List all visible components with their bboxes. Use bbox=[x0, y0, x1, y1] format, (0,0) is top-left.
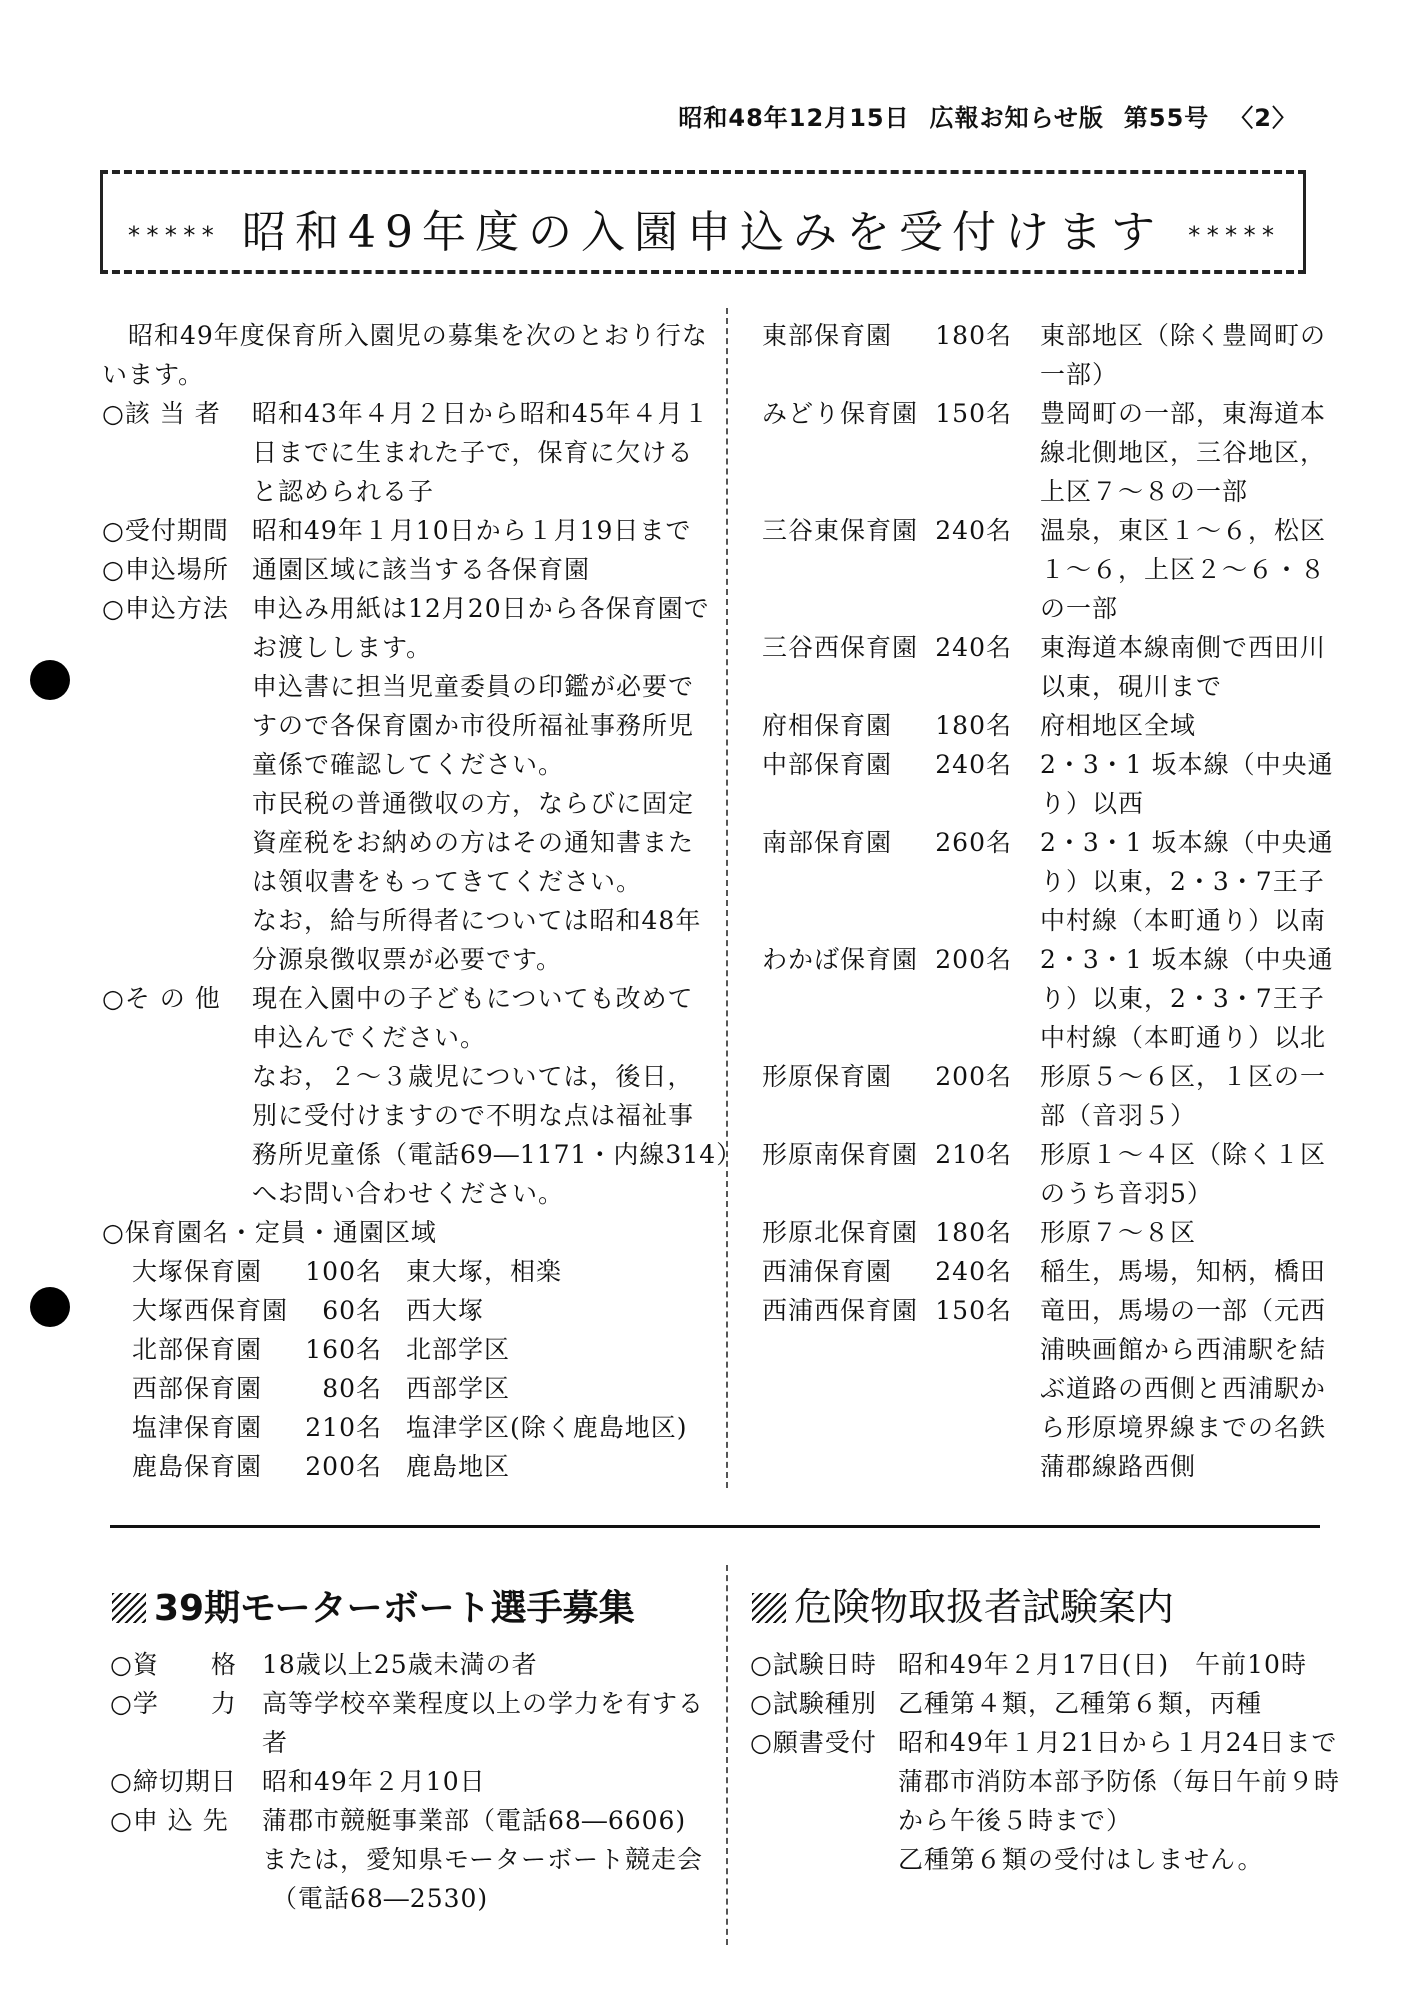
nursery-area: り）以東，2・3・7王子 bbox=[1040, 984, 1325, 1013]
nursery-name: 形原南保育園 bbox=[762, 1140, 919, 1169]
nursery-capacity: 150名 bbox=[935, 1296, 1012, 1325]
nursery-name: 府相保育園 bbox=[762, 711, 893, 740]
nursery-name: わかば保育園 bbox=[762, 945, 919, 974]
boat-title-text: 39期モーターボート選手募集 bbox=[154, 1588, 635, 1629]
nursery-area: 形原１～４区（除く１区 bbox=[1040, 1140, 1327, 1169]
nursery-area: 北部学区 bbox=[406, 1335, 511, 1364]
nursery-area: 豊岡町の一部，東海道本 bbox=[1040, 399, 1327, 428]
method-text: 市民税の普通徴収の方，ならびに固定 bbox=[252, 789, 695, 818]
hazard-row-text: 乙種第４類，乙種第６類，丙種 bbox=[898, 1689, 1263, 1718]
place-label: ○申込場所 bbox=[102, 555, 229, 584]
other-text: 申込んでください。 bbox=[252, 1023, 487, 1052]
eligibility-text: 日までに生まれた子で，保育に欠ける bbox=[252, 438, 694, 467]
method-text: は領収書をもってきてください。 bbox=[252, 867, 643, 896]
boat-row-label: ○学 力 bbox=[110, 1689, 237, 1718]
nursery-capacity: 180名 bbox=[935, 1218, 1012, 1247]
hazard-row-text: 乙種第６類の受付はしません。 bbox=[898, 1845, 1264, 1874]
nursery-capacity: 60名 bbox=[322, 1296, 382, 1325]
nursery-name: 形原北保育園 bbox=[762, 1218, 919, 1247]
header-date: 昭和48年12月15日 bbox=[678, 104, 910, 132]
boat-section-title bbox=[112, 1580, 635, 1631]
nursery-capacity: 180名 bbox=[935, 711, 1012, 740]
nursery-capacity: 210名 bbox=[935, 1140, 1012, 1169]
nursery-area: 2・3・1 坂本線（中央通 bbox=[1040, 750, 1334, 779]
hazard-row-text: 蒲郡市消防本部予防係（毎日午前９時 bbox=[898, 1767, 1341, 1796]
binder-hole bbox=[30, 660, 70, 700]
eligibility-label: ○該 当 者 bbox=[102, 399, 221, 428]
hazard-row-label: ○願書受付 bbox=[750, 1728, 877, 1757]
nursery-area: 中村線（本町通り）以北 bbox=[1040, 1023, 1327, 1052]
eligibility-text: 昭和43年４月２日から昭和45年４月１ bbox=[252, 399, 710, 428]
nursery-capacity: 240名 bbox=[935, 750, 1012, 779]
nursery-name: 三谷西保育園 bbox=[762, 633, 919, 662]
nursery-name: 中部保育園 bbox=[762, 750, 893, 779]
nursery-area: ら形原境界線までの名鉄 bbox=[1040, 1413, 1327, 1442]
boat-row-text: 18歳以上25歳未満の者 bbox=[262, 1650, 538, 1679]
nursery-name: みどり保育園 bbox=[762, 399, 919, 428]
nursery-area: ぶ道路の西側と西浦駅か bbox=[1040, 1374, 1327, 1403]
hatch-mark-icon bbox=[112, 1593, 146, 1623]
nursery-area: の一部 bbox=[1040, 594, 1119, 623]
nursery-name: 南部保育園 bbox=[762, 828, 893, 857]
nursery-name: 形原保育園 bbox=[762, 1062, 893, 1091]
nursery-capacity: 240名 bbox=[935, 633, 1012, 662]
nursery-capacity: 150名 bbox=[935, 399, 1012, 428]
nursery-name: 西浦西保育園 bbox=[762, 1296, 919, 1325]
main-title-text: 昭和49年度の入園申込みを受付けます bbox=[242, 207, 1164, 258]
nursery-area: 線北側地区，三谷地区， bbox=[1040, 438, 1327, 467]
other-text: へお問い合わせください。 bbox=[252, 1179, 565, 1208]
nursery-name: 西部保育園 bbox=[132, 1374, 263, 1403]
nursery-area: 上区７～８の一部 bbox=[1040, 477, 1249, 506]
boat-row-text: （電話68―2530) bbox=[272, 1884, 489, 1913]
nursery-capacity: 200名 bbox=[935, 945, 1012, 974]
nursery-area: 2・3・1 坂本線（中央通 bbox=[1040, 828, 1334, 857]
nursery-area: り）以西 bbox=[1040, 789, 1145, 818]
nursery-name: 塩津保育園 bbox=[132, 1413, 263, 1442]
nursery-capacity: 80名 bbox=[322, 1374, 382, 1403]
nursery-area: 竜田，馬場の一部（元西 bbox=[1040, 1296, 1327, 1325]
nursery-area: 西部学区 bbox=[406, 1374, 511, 1403]
nursery-area: 東大塚，相楽 bbox=[406, 1257, 563, 1286]
nursery-name: 西浦保育園 bbox=[762, 1257, 893, 1286]
nursery-name: 大塚保育園 bbox=[132, 1257, 263, 1286]
nursery-area: 東海道本線南側で西田川 bbox=[1040, 633, 1327, 662]
nursery-name: 北部保育園 bbox=[132, 1335, 263, 1364]
method-text: すので各保育園か市役所福祉事務所児 bbox=[252, 711, 695, 740]
hazard-row-text: 昭和49年２月17日(日) 午前10時 bbox=[898, 1650, 1307, 1679]
nursery-capacity: 210名 bbox=[305, 1413, 382, 1442]
nursery-area: 形原５～６区，１区の一 bbox=[1040, 1062, 1327, 1091]
nursery-area: 塩津学区(除く鹿島地区) bbox=[406, 1413, 688, 1442]
nursery-capacity: 200名 bbox=[935, 1062, 1012, 1091]
intro-line: 昭和49年度保育所入園児の募集を次のとおり行な bbox=[128, 321, 708, 350]
boat-row-text: 高等学校卒業程度以上の学力を有する bbox=[262, 1689, 705, 1718]
column-divider bbox=[726, 308, 728, 1488]
method-text: お渡しします。 bbox=[252, 633, 433, 662]
nursery-area: 西大塚 bbox=[406, 1296, 485, 1325]
nursery-area: 府相地区全域 bbox=[1040, 711, 1197, 740]
other-text: なお，２～３歳児については，後日， bbox=[252, 1062, 694, 1091]
main-title bbox=[103, 196, 1303, 260]
hazard-row-label: ○試験種別 bbox=[750, 1689, 877, 1718]
nursery-name: 三谷東保育園 bbox=[762, 516, 919, 545]
section-divider bbox=[110, 1525, 1320, 1528]
period-text: 昭和49年１月10日から１月19日まで bbox=[252, 516, 692, 545]
header-page: 〈2〉 bbox=[1229, 104, 1297, 132]
place-text: 通園区域に該当する各保育園 bbox=[252, 555, 591, 584]
method-text: 童係で確認してください。 bbox=[252, 750, 565, 779]
intro-line: います。 bbox=[102, 360, 205, 389]
nursery-name: 大塚西保育園 bbox=[132, 1296, 289, 1325]
nursery-capacity: 240名 bbox=[935, 516, 1012, 545]
main-title-box bbox=[100, 170, 1306, 274]
nursery-area: 形原７～８区 bbox=[1040, 1218, 1197, 1247]
nursery-name: 東部保育園 bbox=[762, 321, 893, 350]
nursery-area: 部（音羽５） bbox=[1040, 1101, 1197, 1130]
other-text: 現在入園中の子どもについても改めて bbox=[252, 984, 694, 1013]
other-text: 務所児童係（電話69―1171・内線314） bbox=[252, 1140, 743, 1169]
hazard-section-title bbox=[752, 1576, 1174, 1631]
nursery-capacity: 260名 bbox=[935, 828, 1012, 857]
method-text: なお，給与所得者については昭和48年 bbox=[252, 906, 702, 935]
other-text: 別に受付けますので不明な点は福祉事 bbox=[252, 1101, 695, 1130]
eligibility-text: と認められる子 bbox=[252, 477, 435, 506]
hazard-row-label: ○試験日時 bbox=[750, 1650, 877, 1679]
boat-row-text: 者 bbox=[262, 1728, 289, 1757]
method-text: 申込書に担当児童委員の印鑑が必要で bbox=[252, 672, 695, 701]
nursery-capacity: 240名 bbox=[935, 1257, 1012, 1286]
period-label: ○受付期間 bbox=[102, 516, 229, 545]
bottom-column-divider bbox=[726, 1565, 728, 1945]
nursery-area: り）以東，2・3・7王子 bbox=[1040, 867, 1325, 896]
title-stars-left: ***** bbox=[126, 221, 219, 250]
nursery-area: 鹿島地区 bbox=[406, 1452, 511, 1481]
nursery-area: 一部） bbox=[1040, 360, 1119, 389]
nursery-area: のうち音羽5） bbox=[1040, 1179, 1213, 1208]
nursery-capacity: 100名 bbox=[305, 1257, 382, 1286]
nursery-area: 蒲郡線路西側 bbox=[1040, 1452, 1197, 1481]
boat-row-text: 昭和49年２月10日 bbox=[262, 1767, 486, 1796]
boat-row-text: または，愛知県モーターボート競走会 bbox=[262, 1845, 704, 1874]
header-publication: 広報お知らせ版 bbox=[929, 104, 1104, 132]
hazard-row-text: 昭和49年１月21日から１月24日まで bbox=[898, 1728, 1338, 1757]
nursery-capacity: 160名 bbox=[305, 1335, 382, 1364]
boat-row-label: ○申 込 先 bbox=[110, 1806, 229, 1835]
hazard-row-text: から午後５時まで） bbox=[898, 1806, 1133, 1835]
nursery-area: 浦映画館から西浦駅を結 bbox=[1040, 1335, 1327, 1364]
header-issue: 第55号 bbox=[1123, 104, 1210, 132]
nursery-area: 2・3・1 坂本線（中央通 bbox=[1040, 945, 1334, 974]
nursery-capacity: 180名 bbox=[935, 321, 1012, 350]
nursery-area: 稲生，馬場，知柄，橋田 bbox=[1040, 1257, 1327, 1286]
other-label: ○そ の 他 bbox=[102, 984, 221, 1013]
nursery-name: 鹿島保育園 bbox=[132, 1452, 263, 1481]
binder-hole bbox=[30, 1287, 70, 1327]
method-text: 申込み用紙は12月20日から各保育園で bbox=[252, 594, 710, 623]
title-stars-right: ***** bbox=[1187, 221, 1280, 250]
method-label: ○申込方法 bbox=[102, 594, 229, 623]
boat-row-label: ○締切期日 bbox=[110, 1767, 237, 1796]
nursery-capacity: 200名 bbox=[305, 1452, 382, 1481]
method-text: 資産税をお納めの方はその通知書また bbox=[252, 828, 695, 857]
hazard-title-text: 危険物取扱者試験案内 bbox=[794, 1585, 1175, 1629]
nursery-area: 温泉，東区１～６，松区 bbox=[1040, 516, 1327, 545]
page-header bbox=[658, 98, 1297, 133]
nursery-area: 東部地区（除く豊岡町の bbox=[1040, 321, 1327, 350]
nursery-area: 中村線（本町通り）以南 bbox=[1040, 906, 1327, 935]
method-text: 分源泉徴収票が必要です。 bbox=[252, 945, 563, 974]
boat-row-text: 蒲郡市競艇事業部（電話68―6606) bbox=[262, 1806, 687, 1835]
boat-row-label: ○資 格 bbox=[110, 1650, 237, 1679]
hatch-mark-icon bbox=[752, 1593, 786, 1623]
nursery-area: 以東，硯川まで bbox=[1040, 672, 1223, 701]
nursery-area: １～６，上区２～６・８ bbox=[1040, 555, 1327, 584]
nursery-list-heading: ○保育園名・定員・通園区域 bbox=[102, 1218, 437, 1247]
